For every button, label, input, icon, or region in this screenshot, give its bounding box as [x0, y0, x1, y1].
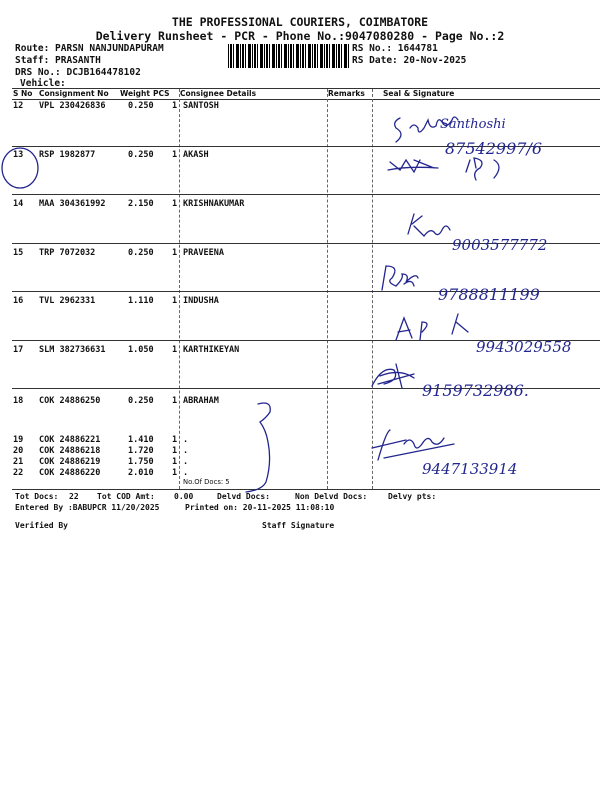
cell-consignee: KRISHNAKUMAR: [183, 199, 245, 209]
cell-pcs: 1: [172, 396, 178, 406]
verified-by-label: Verified By: [15, 521, 68, 530]
signature-karthikeyan: [372, 364, 414, 388]
group-bracket-mark: [246, 403, 270, 492]
cell-pcs: 1: [172, 345, 178, 355]
total-docs-value: 22: [69, 492, 79, 501]
total-cod-label: Tot COD Amt:: [97, 492, 155, 501]
cell-weight: 2.010: [128, 468, 154, 478]
route-label: Route: PARSN NANJUNDAPURAM: [15, 43, 164, 54]
drs-number: DRS No.: DCJB164478102: [15, 67, 141, 78]
handwritten-phone-row-14: 9003577772: [452, 236, 548, 254]
cell-pcs: 1: [172, 101, 178, 111]
cell-sno: 22: [13, 468, 24, 478]
cell-sno: 21: [13, 457, 24, 467]
cell-sno: 15: [13, 248, 24, 258]
delivered-docs-label: Delvd Docs:: [217, 492, 270, 501]
signature-krishna: [408, 214, 450, 236]
cell-pcs: 1: [172, 435, 178, 445]
cell-consignment: COK 24886250: [39, 396, 101, 406]
cell-sno: 19: [13, 435, 24, 445]
cell-weight: 0.250: [128, 150, 154, 160]
entered-by: Entered By :BABUPCR 11/20/2025: [15, 503, 160, 512]
cell-consignment: COK 24886221: [39, 435, 101, 445]
printed-on: Printed on: 20-11-2025 11:08:10: [185, 503, 335, 512]
cell-pcs: 1: [172, 457, 178, 467]
cell-consignment: COK 24886220: [39, 468, 101, 478]
circle-mark-row-13: [2, 148, 38, 188]
col-pcs-header: PCS: [153, 89, 170, 98]
cell-pcs: 1: [172, 446, 178, 456]
document-title: THE PROFESSIONAL COURIERS, COIMBATORE: [171, 15, 429, 29]
cell-sno: 16: [13, 296, 24, 306]
col-remarks-header: Remarks: [328, 89, 365, 98]
cell-consignment: MAA 304361992: [39, 199, 106, 209]
cell-consignee: .: [183, 435, 189, 445]
cell-consignee: PRAVEENA: [183, 248, 224, 258]
rs-number: RS No.: 1644781: [352, 43, 438, 54]
staff-signature-label: Staff Signature: [262, 521, 335, 530]
cell-sno: 13: [13, 150, 24, 160]
cell-sno: 20: [13, 446, 24, 456]
cell-pcs: 1: [172, 468, 178, 478]
col-weight-header: Weight: [120, 89, 150, 98]
cell-sno: 12: [13, 101, 24, 111]
cell-weight: 1.750: [128, 457, 154, 467]
cell-consignment: COK 24886219: [39, 457, 101, 467]
delivery-points-label: Delvy pts:: [388, 492, 437, 501]
cell-pcs: 1: [172, 199, 178, 209]
signature-akash: [388, 160, 438, 172]
handwritten-phone-row-17: 9159732986.: [422, 381, 529, 400]
handwritten-phone-row-15: 9788811199: [438, 285, 540, 304]
cell-pcs: 1: [172, 248, 178, 258]
document-subtitle: Delivery Runsheet - PCR - Phone No.:9047080280 - Page No.:2: [95, 29, 505, 43]
cell-sno: 14: [13, 199, 24, 209]
total-docs-label: Tot Docs:: [15, 492, 59, 501]
cell-weight: 2.150: [128, 199, 154, 209]
cell-weight: 0.250: [128, 396, 154, 406]
col-consignment-header: Consignment No: [39, 89, 109, 98]
col-seal-header: Seal & Signature: [383, 89, 455, 98]
cell-consignment: TVL 2962331: [39, 296, 96, 306]
cell-consignee: INDUSHA: [183, 296, 219, 306]
handwritten-1712: [466, 158, 499, 180]
signature-abraham: [372, 430, 454, 460]
cell-weight: 1.110: [128, 296, 154, 306]
cell-weight: 1.050: [128, 345, 154, 355]
cell-consignment: VPL 230426836: [39, 101, 106, 111]
handwritten-phone-row-18: 9447133914: [422, 460, 518, 478]
signature-praveena: [382, 266, 418, 290]
handwritten-phone-row-16: 9943029558: [476, 338, 572, 356]
cell-pcs: 1: [172, 296, 178, 306]
cell-consignment: COK 24886218: [39, 446, 101, 456]
staff-label: Staff: PRASANTH: [15, 55, 101, 66]
cell-consignee: .: [183, 468, 189, 478]
total-cod-value: 0.00: [174, 492, 194, 501]
handwritten-phone-row-12: 87542997/6: [445, 139, 543, 158]
col-consignee-header: Consignee Details: [180, 89, 257, 98]
cell-pcs: 1: [172, 150, 178, 160]
cell-weight: 0.250: [128, 101, 154, 111]
cell-consignee: KARTHIKEYAN: [183, 345, 240, 355]
cell-consignee: AKASH: [183, 150, 209, 160]
cell-sno: 18: [13, 396, 24, 406]
rs-date: RS Date: 20-Nov-2025: [352, 55, 467, 66]
vehicle-label: Vehicle:: [20, 78, 66, 89]
cell-weight: 1.410: [128, 435, 154, 445]
cell-consignee: SANTOSH: [183, 101, 219, 111]
cell-consignee: ABRAHAM: [183, 396, 219, 406]
cell-consignment: RSP 1982877: [39, 150, 96, 160]
group-docs-note: No.Of Docs: 5: [183, 478, 230, 486]
cell-weight: 1.720: [128, 446, 154, 456]
cell-consignee: .: [183, 457, 189, 467]
cell-sno: 17: [13, 345, 24, 355]
signature-indusha: [396, 314, 468, 340]
cell-consignment: TRP 7072032: [39, 248, 96, 258]
handwritten-name-santosh: Santhoshi: [440, 117, 506, 132]
col-sno-header: S No: [13, 89, 33, 98]
cell-consignment: SLM 382736631: [39, 345, 106, 355]
cell-consignee: .: [183, 446, 189, 456]
cell-weight: 0.250: [128, 248, 154, 258]
non-delivered-docs-label: Non Delvd Docs:: [295, 492, 368, 501]
